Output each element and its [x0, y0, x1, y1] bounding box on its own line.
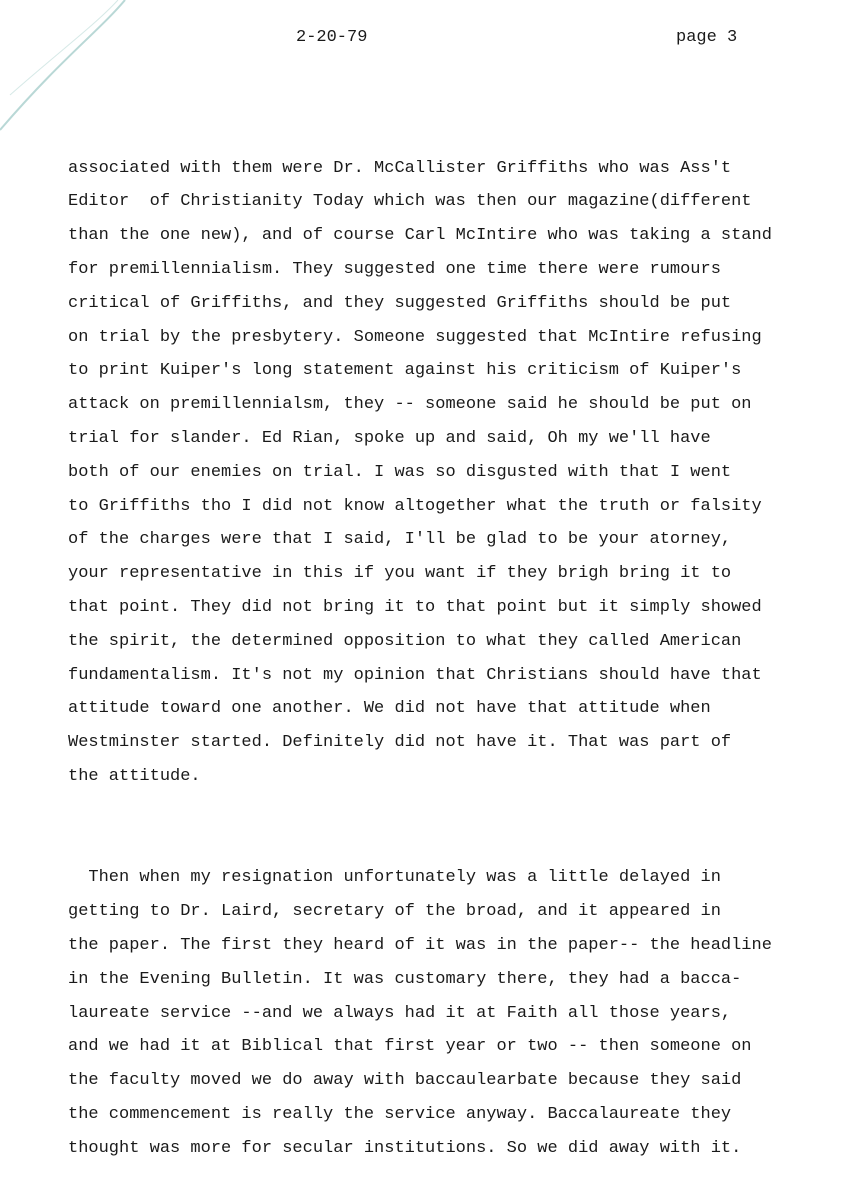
- text-line: the commencement is really the service anyway. Baccalaureate they: [68, 1104, 732, 1124]
- text-line: on trial by the presbytery. Someone suggested that McIntire refusing: [68, 327, 762, 347]
- paragraph-2: [68, 861, 848, 1165]
- text-line: the attitude.: [68, 766, 201, 786]
- text-line: the spirit, the determined opposition to what they called American: [68, 631, 742, 651]
- text-line: Editor of Christianity Today which was then our magazine(different: [68, 192, 752, 212]
- text-line: your representative in this if you want if they brigh bring it to: [68, 564, 732, 584]
- text-line: Then when my resignation unfortunately was a little delayed in: [68, 868, 721, 888]
- text-line: and we had it at Biblical that first year or two -- then someone on: [68, 1037, 752, 1057]
- text-line: than the one new), and of course Carl McIntire who was taking a stand: [68, 226, 772, 246]
- text-line: of the charges were that I said, I'll be glad to be your atorney,: [68, 530, 732, 550]
- text-line: laureate service --and we always had it at Faith all those years,: [68, 1003, 732, 1023]
- document-body: [68, 84, 848, 1199]
- text-line: trial for slander. Ed Rian, spoke up and said, Oh my we'll have: [68, 428, 711, 448]
- text-line: both of our enemies on trial. I was so disgusted with that I went: [68, 462, 732, 482]
- text-line: Westminster started. Definitely did not have it. That was part of: [68, 733, 732, 753]
- text-line: the paper. The first they heard of it was in the paper-- the headline: [68, 935, 772, 955]
- text-line: attack on premillennialsm, they -- someone said he should be put on: [68, 395, 752, 415]
- text-line: attitude toward one another. We did not have that attitude when: [68, 699, 711, 719]
- text-line: to Griffiths tho I did not know altogether what the truth or falsity: [68, 496, 762, 516]
- paragraph-1: [68, 152, 848, 794]
- text-line: to print Kuiper's long statement against his criticism of Kuiper's: [68, 361, 742, 381]
- text-line: thought was more for secular institutions. So we did away with it.: [68, 1138, 742, 1158]
- text-line: fundamentalism. It's not my opinion that Christians should have that: [68, 665, 762, 685]
- document-date: 2-20-79: [296, 28, 368, 47]
- text-line: the faculty moved we do away with baccaulearbate because they said: [68, 1071, 742, 1091]
- page-number: page 3: [676, 28, 738, 47]
- text-line: associated with them were Dr. McCallister Griffiths who was Ass't: [68, 158, 732, 178]
- text-line: that point. They did not bring it to that point but it simply showed: [68, 597, 762, 617]
- text-line: getting to Dr. Laird, secretary of the broad, and it appeared in: [68, 902, 721, 922]
- text-line: for premillennialism. They suggested one time there were rumours: [68, 259, 721, 279]
- text-line: critical of Griffiths, and they suggested Griffiths should be put: [68, 293, 732, 313]
- text-line: in the Evening Bulletin. It was customary there, they had a bacca-: [68, 969, 742, 989]
